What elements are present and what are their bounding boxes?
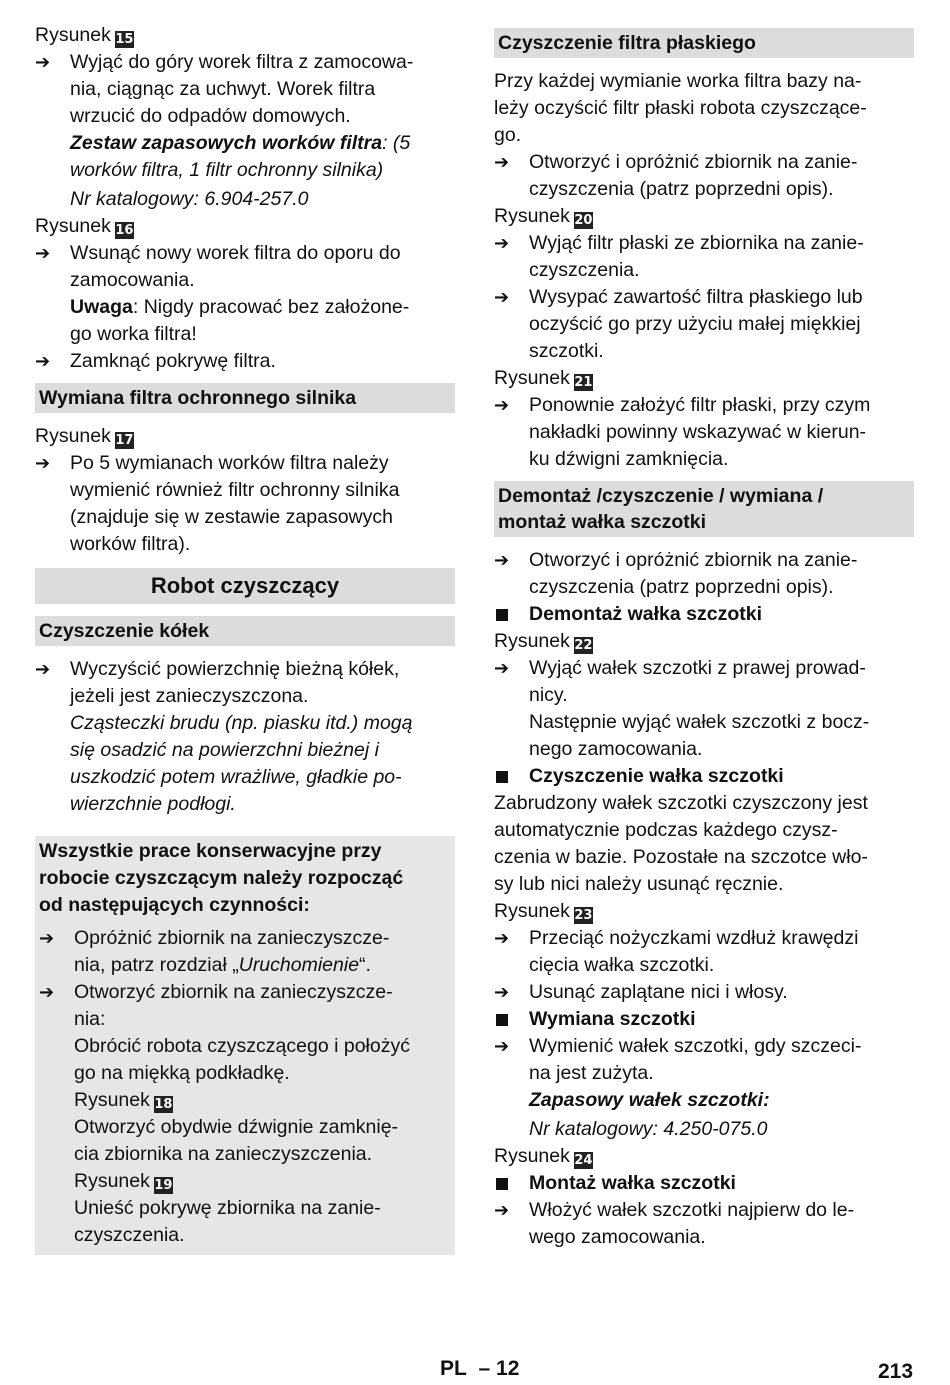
maintenance-prerequisites-box: [35, 836, 455, 1255]
figure-ref-18: Rysunek 18: [74, 1089, 173, 1112]
arrow-icon: ➔: [494, 152, 510, 172]
arrow-icon: ➔: [35, 243, 51, 263]
step-remove-hair: ➔ Usunąć zaplątane nici i włosy.: [494, 979, 914, 1006]
square-bullet-icon: [496, 1178, 508, 1190]
step-clean-wheels: ➔ Wyczyścić powierzchnię bieżną kółek, jeżeli jest zanieczyszczona.: [35, 658, 400, 707]
step-clean-flat-filter: ➔ Wysypać zawartość filtra płaskiego lub oczyścić go przy użyciu małej miękkiej szczotki.: [494, 286, 863, 362]
chapter-heading-robot: Robot czyszczący: [35, 568, 455, 604]
arrow-icon: ➔: [494, 550, 510, 570]
figure-ref-20: Rysunek 20: [494, 205, 593, 228]
step-cut-threads: ➔ Przeciąć nożyczkami wzdłuż krawędzi cięcia wałka szczotki.: [494, 927, 859, 976]
figure-number-badge: 22: [574, 638, 593, 653]
step-replace-motor-filter: ➔ Po 5 wymianach worków filtra należy wymienić również filtr ochronny silnika (znajduje się w zestawie zapasowych worków filtra).: [35, 452, 400, 555]
arrow-icon: ➔: [35, 659, 51, 679]
flat-filter-intro: Przy każdej wymianie worka filtra bazy na- leży oczyścić filtr płaski robota czyszczące- go.: [494, 70, 867, 146]
subheading-remove-roller: Demontaż wałka szczotki: [494, 601, 914, 628]
figure-ref-15: Rysunek 15: [35, 24, 134, 47]
step-close-cover: ➔ Zamknąć pokrywę filtra.: [35, 348, 455, 375]
step-open-empty-container: ➔ Otworzyć i opróżnić zbiornik na zanie- czyszczenia (patrz poprzedni opis).: [494, 151, 858, 200]
left-column: [35, 22, 455, 1255]
subheading-install-roller: Montaż wałka szczotki: [494, 1170, 914, 1197]
square-bullet-icon: [496, 1014, 508, 1026]
figure-ref-24: Rysunek 24: [494, 1145, 593, 1168]
warning-note: Uwaga: Nigdy pracować bez założone- go worka filtra!: [70, 296, 410, 345]
subheading-replace-brush: Wymiana szczotki: [494, 1006, 914, 1033]
step-reinstall-flat-filter: ➔ Ponownie założyć filtr płaski, przy czym nakładki powinny wskazywać w kierun- ku dźwigni zamknięcia.: [494, 394, 871, 470]
arrow-icon: ➔: [494, 658, 510, 678]
figure-number-badge: 19: [154, 1178, 173, 1193]
figure-number-badge: 16: [115, 223, 134, 238]
step-remove-bag: ➔ Wyjąć do góry worek filtra z zamocowa- nia, ciągnąc za uchwyt. Worek filtra wrzucić do odpadów domowych.: [35, 51, 414, 127]
step-remove-flat-filter: ➔ Wyjąć filtr płaski ze zbiornika na zanie- czyszczenia.: [494, 232, 864, 281]
arrow-icon: ➔: [494, 287, 510, 307]
figure-number-badge: 15: [115, 32, 134, 47]
figure-ref-23: Rysunek 23: [494, 900, 593, 923]
section-heading-brush-roller: Demontaż /czyszczenie / wymiana / montaż wałka szczotki: [494, 481, 914, 537]
arrow-icon: ➔: [35, 453, 51, 473]
step-replace-roller: ➔ Wymienić wałek szczotki, gdy szczeci- na jest zużyta.: [494, 1035, 862, 1084]
arrow-icon: ➔: [39, 928, 55, 948]
box-title: Wszystkie prace konserwacyjne przy robocie czyszczącym należy rozpocząć od następujących czynności:: [39, 840, 404, 916]
step-insert-roller: ➔ Włożyć wałek szczotki najpierw do le- wego zamocowania.: [494, 1199, 855, 1248]
right-column: [494, 28, 914, 1251]
figure-ref-17: Rysunek 17: [35, 425, 134, 448]
arrow-icon: ➔: [494, 395, 510, 415]
step-open-empty-container-2: ➔ Otworzyć i opróżnić zbiornik na zanie- czyszczenia (patrz poprzedni opis).: [494, 549, 858, 598]
section-heading-wheels: Czyszczenie kółek: [35, 616, 455, 646]
figure-number-badge: 18: [154, 1097, 173, 1112]
spare-roller-note: Zapasowy wałek szczotki: Nr katalogowy: 4.250-075.0: [529, 1089, 770, 1140]
square-bullet-icon: [496, 771, 508, 783]
arrow-icon: ➔: [494, 1036, 510, 1056]
section-heading-motor-filter: Wymiana filtra ochronnego silnika: [35, 383, 455, 413]
figure-number-badge: 17: [115, 433, 134, 448]
figure-ref-22: Rysunek 22: [494, 630, 593, 653]
arrow-icon: ➔: [494, 928, 510, 948]
figure-number-badge: 21: [574, 375, 593, 390]
arrow-icon: ➔: [39, 982, 55, 1002]
figure-ref-16: Rysunek 16: [35, 215, 134, 238]
figure-number-badge: 24: [574, 1153, 593, 1168]
figure-ref-19: Rysunek 19: [74, 1170, 173, 1193]
arrow-icon: ➔: [35, 52, 51, 72]
clean-roller-text: Zabrudzony wałek szczotki czyszczony jest automatycznie podczas każdego czysz- czenia w bazie. Pozostałe na szczotce wło- sy lub nici należy usunąć ręcznie.: [494, 792, 868, 895]
section-heading-flat-filter: Czyszczenie filtra płaskiego: [494, 28, 914, 58]
figure-number-badge: 20: [574, 213, 593, 228]
page-footer-local: PL – 12: [440, 1357, 520, 1380]
arrow-icon: ➔: [494, 982, 510, 1002]
step-empty-container: ➔ Opróżnić zbiornik na zanieczyszcze- nia, patrz rozdział „Uruchomienie“.: [39, 927, 390, 976]
box-instructions: Obrócić robota czyszczącego i położyć go na miękką podkładkę. Rysunek 18 Otworzyć obydwie dźwignie zamknię- cia zbiornika na zanieczyszczenia. Rysunek 19 Unieść pokrywę zbiornika na zanie- czyszczenia.: [39, 1033, 451, 1249]
wheels-note: Cząsteczki brudu (np. piasku itd.) mogą się osadzić na powierzchni bieżnej i uszkodzić potem wrażliwe, gładkie po- wierzchnie podłogi.: [70, 712, 413, 815]
arrow-icon: ➔: [35, 351, 51, 371]
step-open-container: ➔ Otworzyć zbiornik na zanieczyszcze- nia:: [39, 981, 393, 1030]
step-remove-roller: ➔ Wyjąć wałek szczotki z prawej prowad- nicy.: [494, 657, 866, 706]
figure-ref-21: Rysunek 21: [494, 367, 593, 390]
spare-parts-note: Zestaw zapasowych worków filtra: (5 worków filtra, 1 filtr ochronny silnika) Nr katalogowy: 6.904-257.0: [70, 132, 411, 210]
subheading-clean-roller: Czyszczenie wałka szczotki: [494, 763, 914, 790]
arrow-icon: ➔: [494, 233, 510, 253]
square-bullet-icon: [496, 609, 508, 621]
step-insert-bag: ➔ Wsunąć nowy worek filtra do oporu do zamocowania.: [35, 242, 401, 291]
page-number: 213: [878, 1360, 914, 1383]
figure-number-badge: 23: [574, 908, 593, 923]
remove-roller-note: Następnie wyjąć wałek szczotki z bocz- nego zamocowania.: [529, 711, 870, 760]
arrow-icon: ➔: [494, 1200, 510, 1220]
